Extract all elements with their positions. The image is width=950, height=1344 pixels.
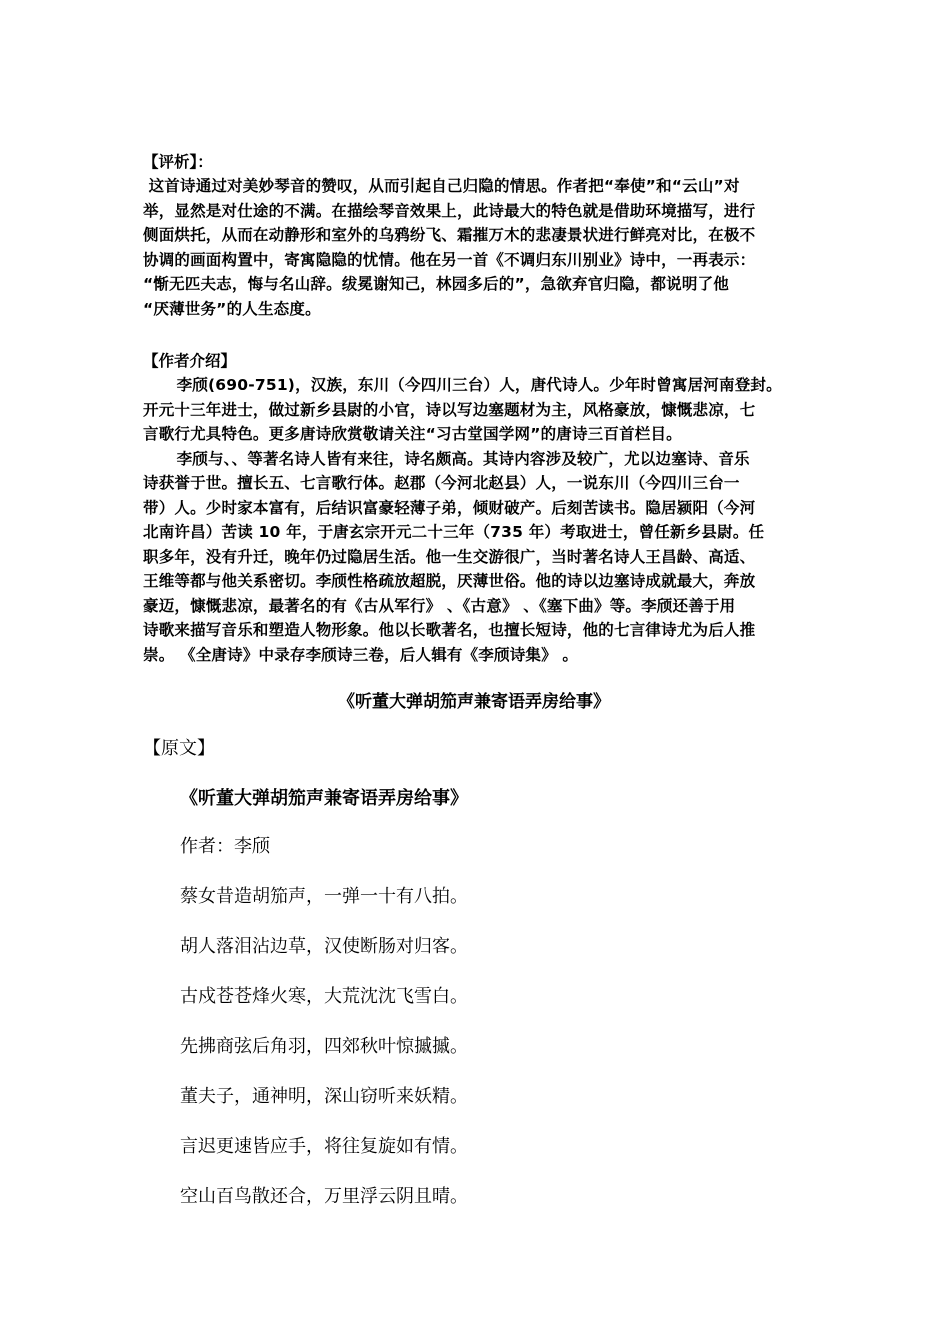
poem-verse: 蔡女昔造胡笳声，一弹一十有八拍。 <box>180 886 468 907</box>
author-line: 职多年，没有升迁，晚年仍过隐居生活。他一生交游很广，当时著名诗人王昌龄、高适、 <box>143 547 756 566</box>
commentary-line: 这首诗通过对美妙琴音的赞叹，从而引起自己归隐的情思。作者把“奉使”和“云山”对 <box>143 177 740 195</box>
original-poem-title: 《听董大弹胡笳声兼寄语弄房给事》 <box>180 788 468 809</box>
commentary-heading: 【评析】： <box>143 153 213 171</box>
author-line: 诗歌来描写音乐和塑造人物形象。他以长歌著名，也擅长短诗，他的七言律诗尤为后人推 <box>143 621 756 639</box>
author-line: 豪迈，慷慨悲凉，最著名的有《古从军行》 、《古意》 、《塞下曲》等。李颀还善于用 <box>143 596 736 615</box>
author-line: 言歌行尤具特色。更多唐诗欣赏敬请关注“习古堂国学网”的唐诗三百首栏目。 <box>143 425 682 443</box>
poem-verse: 古戍苍苍烽火寒，大荒沈沈飞雪白。 <box>180 986 468 1007</box>
poem-title-centered: 《听董大弹胡笳声兼寄语弄房给事》 <box>338 692 610 712</box>
poem-verse: 言迟更速皆应手，将往复旋如有情。 <box>180 1136 468 1157</box>
commentary-line: 侧面烘托，从而在动静形和室外的乌鸦纷飞、霜摧万木的悲凄景状进行鲜亮对比，在极不 <box>143 226 756 244</box>
author-line: 李颀与、、等著名诗人皆有来往，诗名颇高。其诗内容涉及较广，尤以边塞诗、音乐 <box>143 449 750 468</box>
author-section <box>143 349 805 667</box>
poem-verse: 空山百鸟散还合，万里浮云阴且晴。 <box>180 1186 468 1207</box>
commentary-body <box>143 174 805 321</box>
author-heading: 【作者介绍】 <box>143 352 237 370</box>
commentary-line: “厌薄世务”的人生态度。 <box>143 299 321 318</box>
original-byline: 作者：李颀 <box>180 836 270 857</box>
commentary-line: “惭无匹夫志，悔与名山辞。绂冕谢知己，林园多后的”，急欲弃官归隐，都说明了他 <box>143 275 729 293</box>
commentary-section <box>143 150 805 321</box>
author-line: 崇。 《全唐诗》中录存李颀诗三卷，后人辑有《李颀诗集》 。 <box>143 645 579 664</box>
author-line: 带）人。少时家本富有，后结识富豪轻薄子弟，倾财破产。后刻苦读书。隐居颍阳（今河 <box>143 498 756 517</box>
poem-verse: 胡人落泪沾边草，汉使断肠对归客。 <box>180 936 468 957</box>
commentary-line: 举，显然是对仕途的不满。在描绘琴音效果上，此诗最大的特色就是借助环境描写，进行 <box>143 201 756 220</box>
author-line: 王维等都与他关系密切。李颀性格疏放超脱，厌薄世俗。他的诗以边塞诗成就最大，奔放 <box>143 572 756 590</box>
commentary-line: 协调的画面构置中，寄寓隐隐的忧情。他在另一首《不调归东川别业》诗中，一再表示： <box>143 250 756 269</box>
author-body <box>143 373 805 667</box>
author-line: 李颀(690-751)，汉族，东川（今四川三台）人，唐代诗人。少年时曾寓居河南登封。 <box>143 376 782 394</box>
original-heading: 【原文】 <box>143 738 215 759</box>
author-line: 开元十三年进士，做过新乡县尉的小官，诗以写边塞题材为主，风格豪放，慷慨悲凉，七 <box>143 400 756 419</box>
author-line: 北南许昌）苦读 10 年，于唐玄宗开元二十三年（735 年）考取进士，曾任新乡县尉。任 <box>143 523 765 541</box>
poem-verse: 董夫子，通神明，深山窃听来妖精。 <box>180 1086 468 1107</box>
poem-verse: 先拂商弦后角羽，四郊秋叶惊摵摵。 <box>180 1036 468 1057</box>
author-line: 诗获誉于世。擅长五、七言歌行体。赵郡（今河北赵县）人，一说东川（今四川三台一 <box>143 474 740 492</box>
